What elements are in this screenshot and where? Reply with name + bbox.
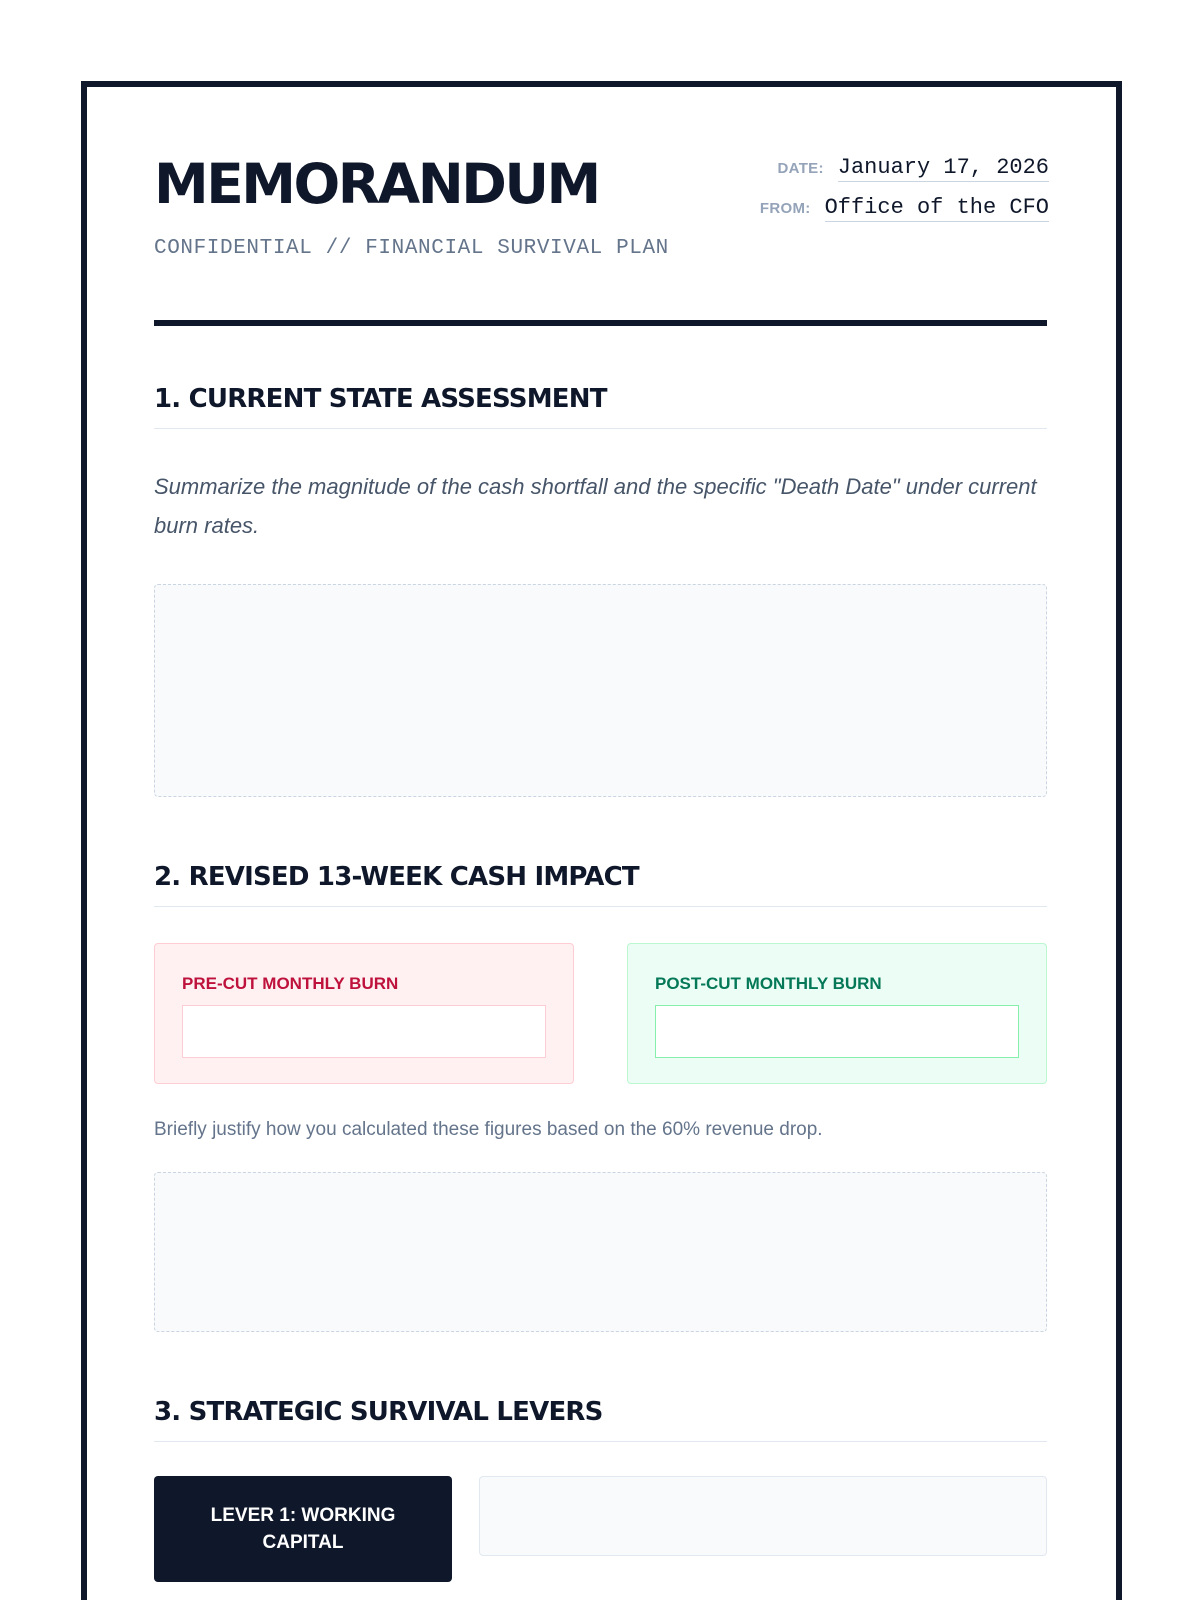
header-divider [154, 320, 1047, 326]
current-state-answer-box[interactable] [154, 584, 1047, 797]
date-value: January 17, 2026 [837, 155, 1049, 180]
memo-subtitle: CONFIDENTIAL // FINANCIAL SURVIVAL PLAN [154, 237, 669, 260]
from-row [760, 195, 1049, 222]
lever-1-input[interactable] [479, 1476, 1047, 1556]
section-3-title: 3. STRATEGIC SURVIVAL LEVERS [154, 1397, 1047, 1442]
from-value: Office of the CFO [824, 195, 1049, 220]
section-1-title: 1. CURRENT STATE ASSESSMENT [154, 384, 1047, 429]
post-cut-burn-label: POST-CUT MONTHLY BURN [655, 974, 882, 993]
memo-frame [81, 81, 1122, 1600]
date-label: DATE: [777, 160, 824, 177]
post-cut-burn-input[interactable] [655, 1005, 1019, 1058]
section-2-title: 2. REVISED 13-WEEK CASH IMPACT [154, 862, 1047, 907]
date-row [778, 155, 1049, 182]
lever-1-tag: LEVER 1: WORKING CAPITAL [154, 1476, 452, 1582]
justify-prompt: Briefly justify how you calculated these figures based on the 60% revenue drop. [154, 1119, 823, 1140]
pre-cut-burn-input[interactable] [182, 1005, 546, 1058]
pre-cut-burn-card [154, 943, 574, 1084]
justification-answer-box[interactable] [154, 1172, 1047, 1332]
memo-title: MEMORANDUM [154, 152, 599, 216]
from-label: FROM: [759, 200, 811, 217]
section-1-prompt: Summarize the magnitude of the cash shortfall and the specific "Death Date" under current burn rates. [154, 474, 1037, 538]
pre-cut-burn-label: PRE-CUT MONTHLY BURN [182, 974, 399, 993]
post-cut-burn-card [627, 943, 1047, 1084]
